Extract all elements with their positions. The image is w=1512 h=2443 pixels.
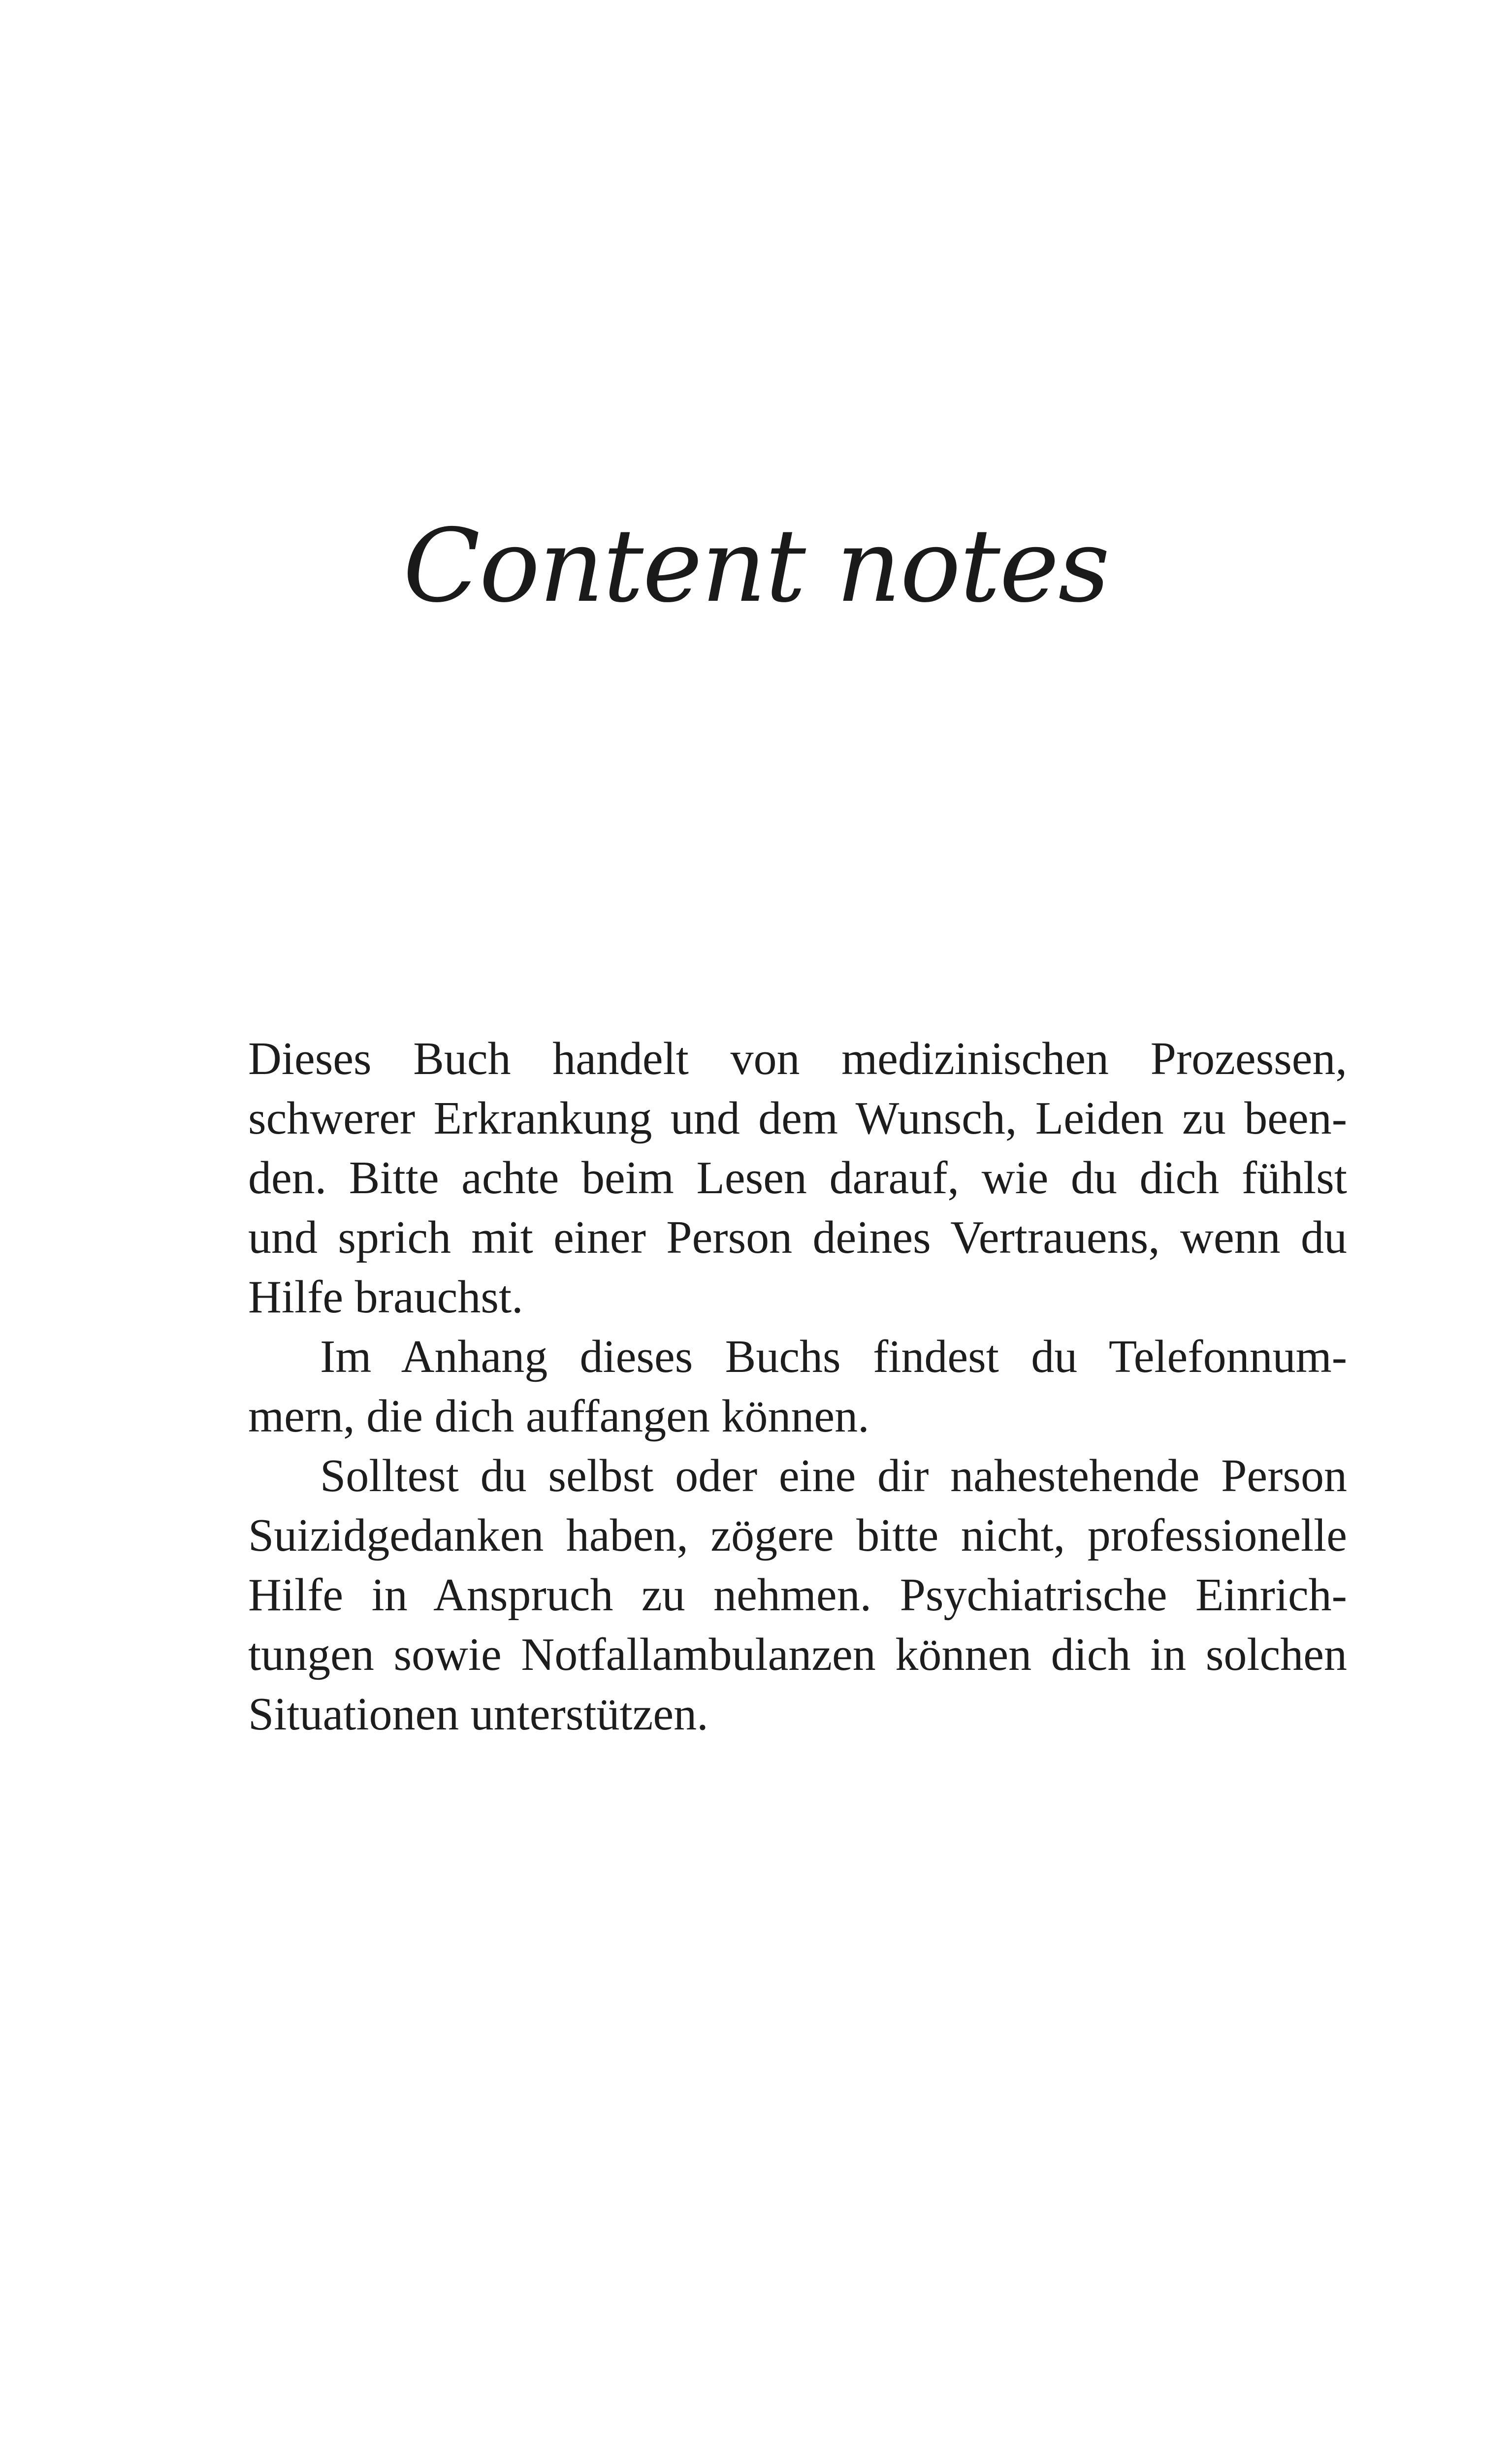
page-title: Content notes [403,508,1109,625]
text-line: Solltest du selbst oder eine dir nahestehende Person [320,1450,1347,1501]
text-line: Dieses Buch handelt von medizinischen Prozessen, [248,1033,1347,1084]
text-line: Situationen unterstützen. [248,1689,708,1740]
text-line: den. Bitte achte beim Lesen darauf, wie du dich fühlst [248,1152,1347,1204]
paragraph-3 [248,1446,1347,1744]
paragraph-1 [248,1029,1347,1327]
text-line: Im Anhang dieses Buchs findest du Telefonnum- [320,1331,1347,1382]
content-notes-text [248,1029,1347,1744]
text-line: Hilfe in Anspruch zu nehmen. Psychiatrische Einrich- [248,1569,1347,1621]
text-line: tungen sowie Notfallambulanzen können dich in solchen [248,1629,1347,1680]
text-line: Hilfe brauchst. [248,1271,523,1323]
text-line: schwerer Erkrankung und dem Wunsch, Leiden zu been- [248,1093,1347,1144]
text-line: Suizidgedanken haben, zögere bitte nicht, professionelle [248,1510,1347,1561]
text-line: und sprich mit einer Person deines Vertrauens, wenn du [248,1212,1347,1263]
paragraph-2 [248,1327,1347,1446]
text-line: mern, die dich auffangen können. [248,1391,869,1442]
